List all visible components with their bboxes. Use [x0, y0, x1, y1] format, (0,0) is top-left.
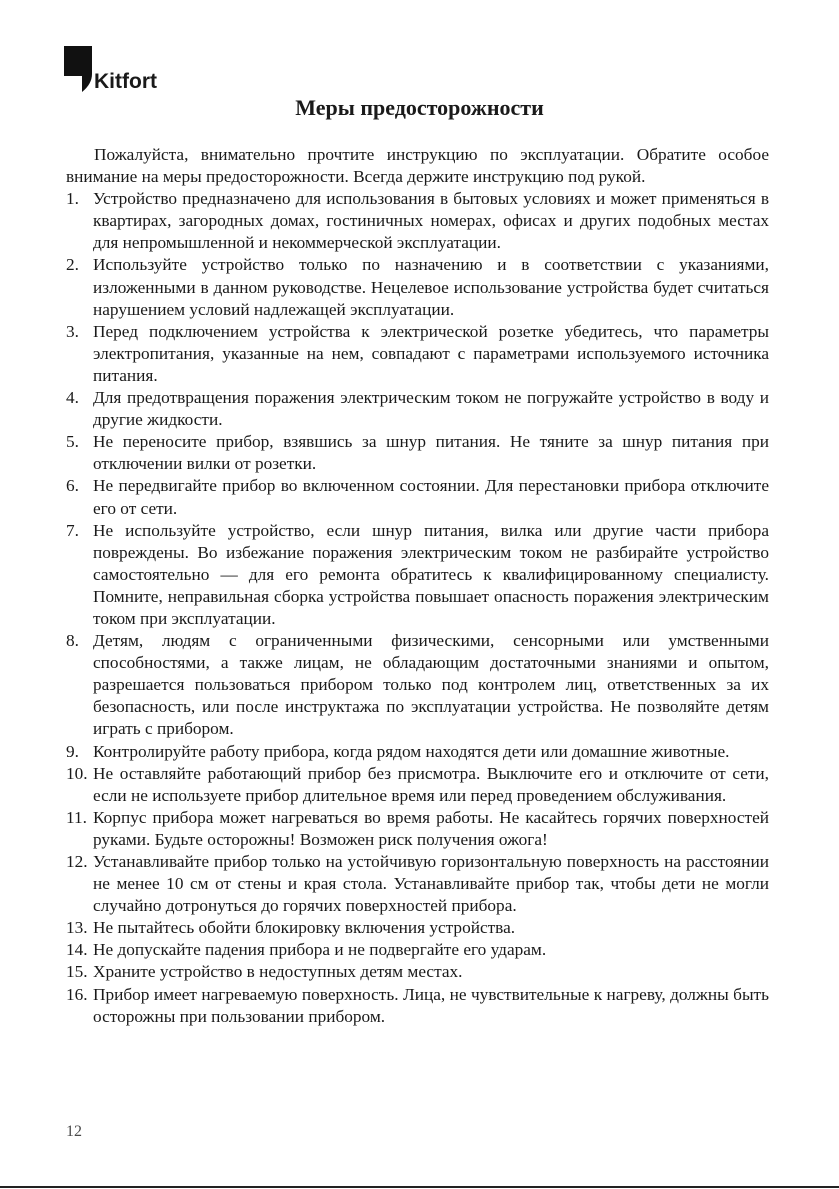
list-item-text: Устройство предназначено для использования в бытовых условиях и может применяться в квартирах, загородных домах, гостиничных номерах, офисах и других подобных местах для непромышленной и некоммерческой эксплуатации. — [93, 189, 769, 253]
list-item-text: Не пытайтесь обойти блокировку включения устройства. — [93, 918, 516, 938]
list-item-number: 10. — [66, 763, 88, 783]
list-item-text: Детям, людям с ограниченными физическими, сенсорными или умственными способностями, а также лицам, не обладающим достаточными знаниями и опытом, разрешается пользоваться прибором только под контролем лиц, ответственных за их безопасность, или после инструктажа по эксплуатации устройства. Не позволяйте детям играть с прибором. — [93, 631, 769, 739]
list-item — [66, 188, 769, 254]
list-item — [66, 741, 769, 763]
list-item — [66, 520, 769, 630]
list-item-number: 2. — [66, 255, 79, 275]
brand-logo — [64, 46, 157, 92]
list-item-number: 16. — [66, 984, 88, 1004]
list-item-text: Для предотвращения поражения электрическим током не погружайте устройство в воду и другие жидкости. — [93, 388, 769, 430]
list-item-text: Контролируйте работу прибора, когда рядом находятся дети или домашние животные. — [93, 741, 730, 761]
list-item — [66, 475, 769, 519]
list-item-text: Не допускайте падения прибора и не подвергайте его ударам. — [93, 940, 547, 960]
list-item — [66, 961, 769, 983]
page-title: Меры предосторожности — [295, 95, 544, 120]
list-item-text: Не передвигайте прибор во включенном состоянии. Для перестановки прибора отключите его от сети. — [93, 476, 769, 518]
list-item — [66, 431, 769, 475]
bottom-rule — [0, 1186, 839, 1188]
page-number: 12 — [66, 1123, 82, 1140]
list-item-number: 9. — [66, 741, 79, 761]
list-item — [66, 984, 769, 1028]
intro-paragraph: Пожалуйста, внимательно прочтите инструкцию по эксплуатации. Обратите особое внимание на меры предосторожности. Всегда держите инструкцию под рукой. — [66, 145, 769, 187]
list-item-number: 6. — [66, 476, 79, 496]
list-item-number: 15. — [66, 962, 88, 982]
brand-name: Kitfort — [94, 70, 157, 93]
list-item — [66, 763, 769, 807]
list-item-number: 14. — [66, 940, 88, 960]
list-item-text: Храните устройство в недоступных детям местах. — [93, 962, 463, 982]
list-item-text: Перед подключением устройства к электрической розетке убедитесь, что параметры электропитания, указанные на нем, совпадают с параметрами используемого источника питания. — [93, 321, 769, 385]
list-item-number: 5. — [66, 432, 79, 452]
list-item-number: 12. — [66, 852, 88, 871]
list-item — [66, 254, 769, 320]
list-item-text: Используйте устройство только по назначению и в соответствии с указаниями, изложенными в данном руководстве. Нецелевое использование устройства будет считаться нарушением условий надлежащей эксплуатации. — [93, 255, 769, 319]
list-item-text: Прибор имеет нагреваемую поверхность. Лица, не чувствительные к нагреву, должны быть осторожны при пользовании прибором. — [93, 984, 769, 1026]
list-item-number: 4. — [66, 388, 79, 408]
list-item — [66, 939, 769, 961]
list-item-number: 13. — [66, 918, 88, 938]
list-item-number: 8. — [66, 631, 79, 651]
precautions-list — [66, 188, 769, 1028]
list-item-text: Не используйте устройство, если шнур питания, вилка или другие части прибора повреждены. Во избежание поражения электрическим током не разбирайте устройство самостоятельно — для его ремонта обратитесь к квалифицированному специалисту. Помните, неправильная сборка устройства повышает опасность поражения электрическим током при эксплуатации. — [93, 520, 769, 628]
list-item — [66, 321, 769, 387]
list-item-text: Не оставляйте работающий прибор без присмотра. Выключите его и отключите от сети, если не используете прибор длительное время или перед проведением обслуживания. — [93, 763, 769, 805]
document-body — [66, 144, 769, 1028]
kitfort-logo-icon — [64, 46, 92, 92]
list-item — [66, 851, 769, 917]
list-item-text: Устанавливайте прибор только на устойчивую горизонтальную поверхность на расстоянии не менее 10 см от стены и края стола. Устанавливайте прибор так, чтобы дети не могли случайно дотронуться до горячих поверхностей прибора. — [93, 852, 769, 916]
list-item — [66, 917, 769, 939]
list-item-text: Не переносите прибор, взявшись за шнур питания. Не тяните за шнур питания при отключении вилки от розетки. — [93, 432, 769, 474]
list-item-number: 3. — [66, 321, 79, 341]
list-item-number: 11. — [66, 807, 87, 827]
list-item-text: Корпус прибора может нагреваться во время работы. Не касайтесь горячих поверхностей руками. Будьте осторожны! Возможен риск получения ожога! — [93, 807, 769, 849]
list-item — [66, 387, 769, 431]
list-item — [66, 807, 769, 851]
list-item-number: 1. — [66, 189, 79, 209]
list-item — [66, 630, 769, 740]
list-item-number: 7. — [66, 520, 79, 540]
